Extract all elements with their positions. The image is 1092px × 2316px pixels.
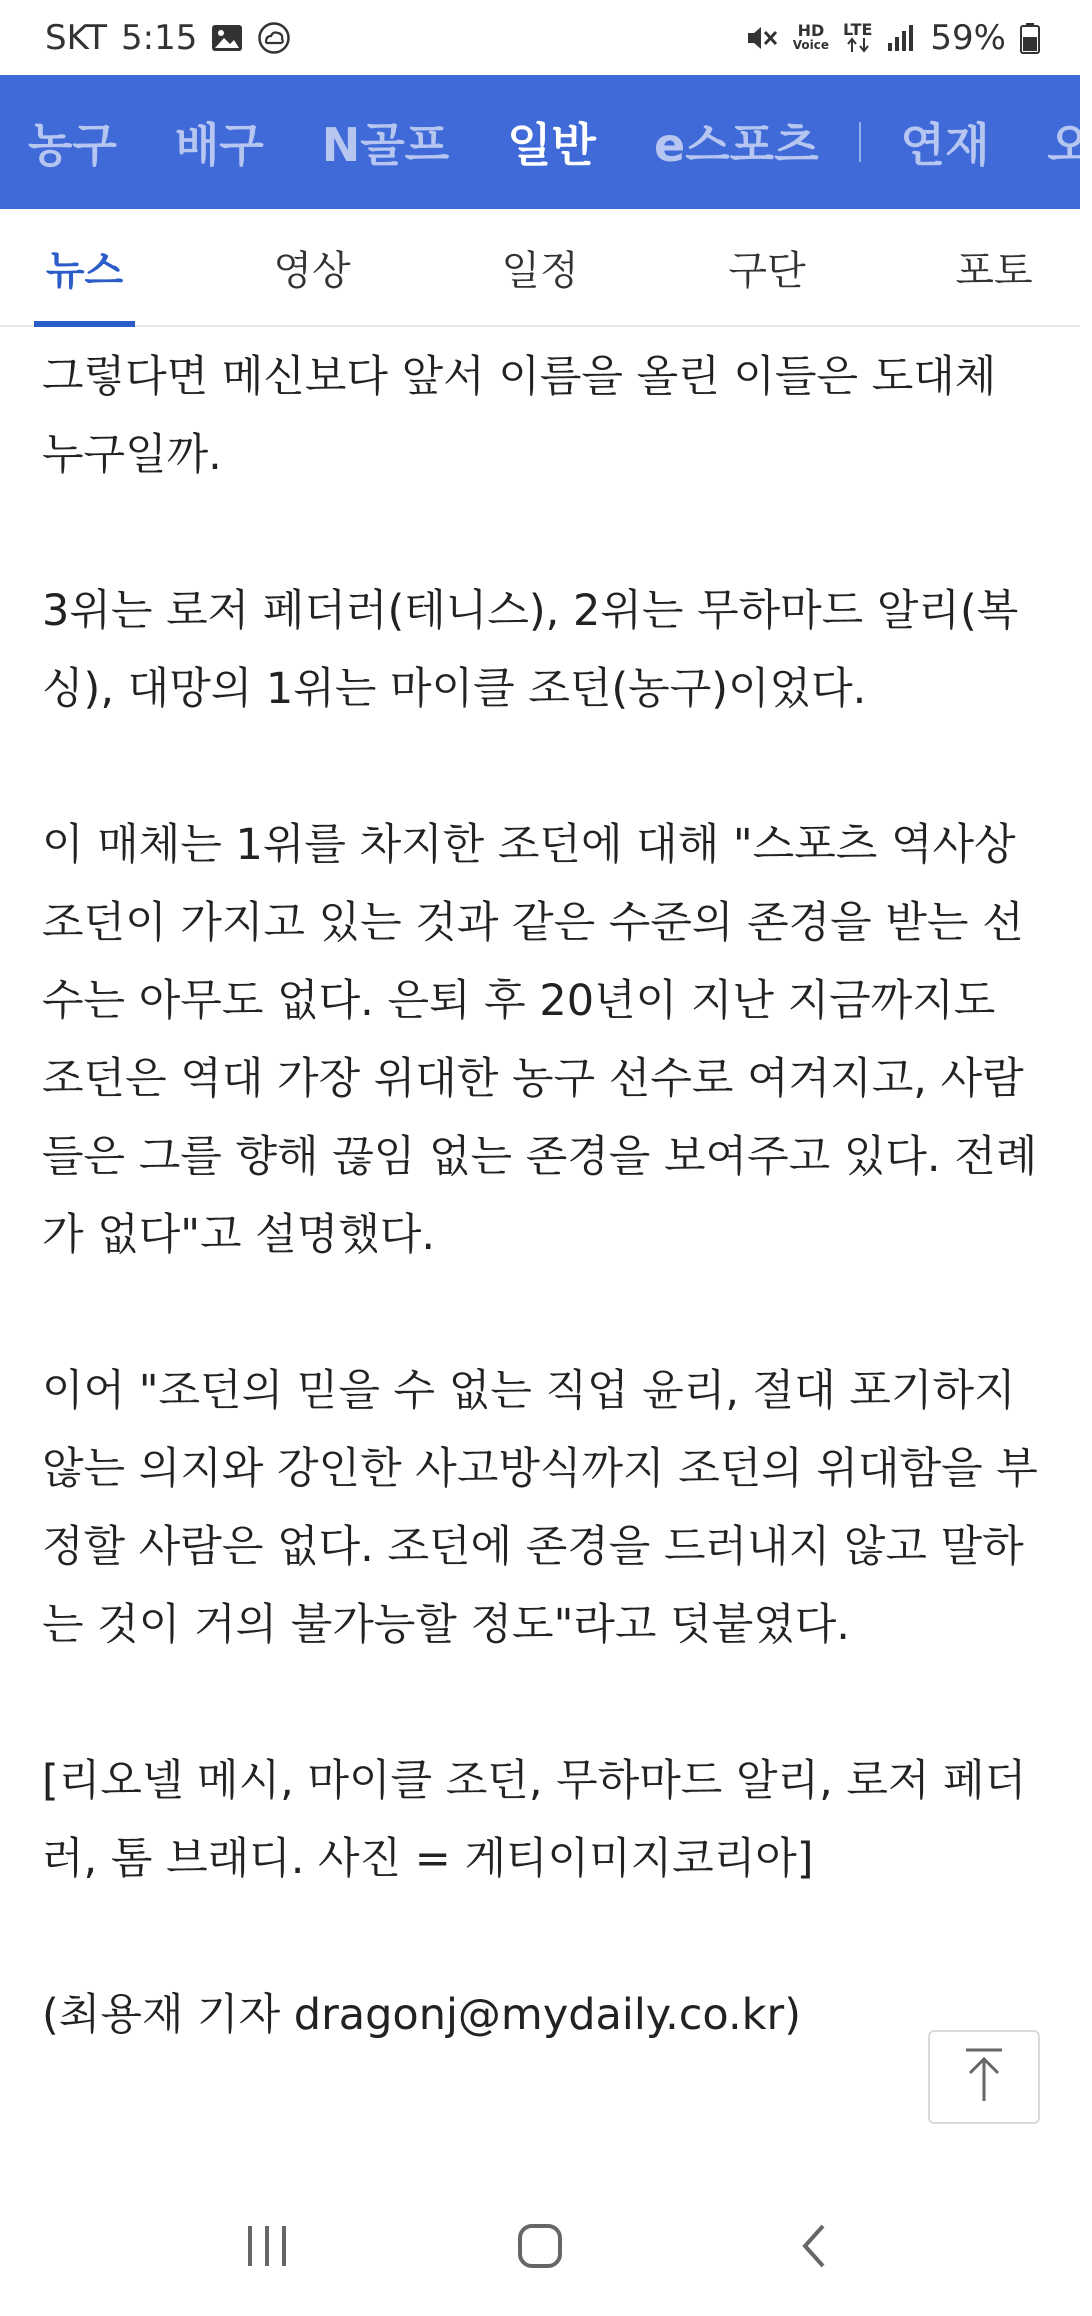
clock: 5:15 (121, 17, 198, 58)
article-paragraph: 이 매체는 1위를 차지한 조던에 대해 "스포츠 역사상 조던이 가지고 있는 것과 같은 수준의 존경을 받는 선수는 아무도 없다. 은퇴 후 20년이 지난 지금까지도 조던은 역대 가장 위대한 농구 선수로 여겨지고, 사람들은 그를 향해 끊임 없는 존경을 보여주고 있다. 전례가 없다"고 설명했다. (42, 820, 1038, 1260)
status-right (745, 18, 1040, 58)
scroll-top-button[interactable] (928, 2030, 1040, 2124)
nav-item-golf[interactable]: N골프 (321, 118, 450, 172)
article-body (42, 338, 1042, 2054)
home-icon (516, 2222, 564, 2274)
lte-label: LTE (843, 19, 873, 39)
nav-item-more[interactable]: 오 (1047, 118, 1092, 172)
nav-item-general[interactable]: 일반 (507, 118, 596, 172)
nav-item-volleyball[interactable]: 배구 (174, 118, 264, 172)
tab-news[interactable]: 뉴스 (34, 209, 135, 325)
back-icon (797, 2222, 829, 2274)
hd-voice-icon (792, 20, 830, 52)
mute-icon (745, 23, 779, 53)
nav-item-basketball[interactable]: 농구 (28, 118, 117, 172)
back-button[interactable] (768, 2208, 858, 2288)
recents-button[interactable] (222, 2208, 312, 2288)
sport-category-nav (0, 75, 1092, 209)
carrier-label: SKT (45, 17, 108, 58)
photo-caption: [리오넬 메시, 마이클 조던, 무하마드 알리, 로저 페더러, 톰 브래디. 사진 = 게티이미지코리아] (42, 1756, 1027, 1884)
article-paragraph: 3위는 로저 페더러(테니스), 2위는 무하마드 알리(복싱), 대망의 1위는 마이클 조던(농구)이었다. (42, 586, 1019, 714)
nav-divider (859, 122, 861, 162)
lte-icon (843, 19, 873, 53)
nav-item-esports[interactable]: e스포츠 (654, 118, 819, 172)
recents-icon (244, 2224, 290, 2272)
battery-icon (1020, 22, 1040, 54)
sub-tabs (0, 209, 1080, 327)
tab-schedule[interactable]: 일정 (501, 247, 579, 294)
reporter-byline: (최용재 기자 dragonj@mydaily.co.kr) (42, 1990, 802, 2040)
home-button[interactable] (495, 2208, 585, 2288)
image-icon (211, 24, 243, 52)
signal-icon (886, 23, 916, 53)
article-paragraph: 그렇다면 메신보다 앞서 이름을 올린 이들은 도대체 누구일까. (42, 352, 997, 480)
arrow-up-icon (960, 2047, 1008, 2107)
voice-label: Voice (792, 37, 830, 52)
battery-percent: 59% (930, 17, 1006, 58)
status-bar (0, 0, 1080, 75)
nav-item-series[interactable]: 연재 (900, 118, 990, 172)
tab-photo[interactable]: 포토 (955, 247, 1033, 294)
cloud-icon (257, 21, 291, 55)
tab-video[interactable]: 영상 (273, 247, 351, 294)
hd-label: HD (797, 20, 825, 40)
tab-team[interactable]: 구단 (728, 247, 806, 294)
status-left (45, 18, 291, 58)
article-paragraph: 이어 "조던의 믿을 수 없는 직업 윤리, 절대 포기하지 않는 의지와 강인한 사고방식까지 조던의 위대함을 부정할 사람은 없다. 조던에 존경을 드러내지 않고 말하는 것이 거의 불가능할 정도"라고 덧붙였다. (42, 1366, 1038, 1650)
system-nav-bar (0, 2180, 1080, 2316)
